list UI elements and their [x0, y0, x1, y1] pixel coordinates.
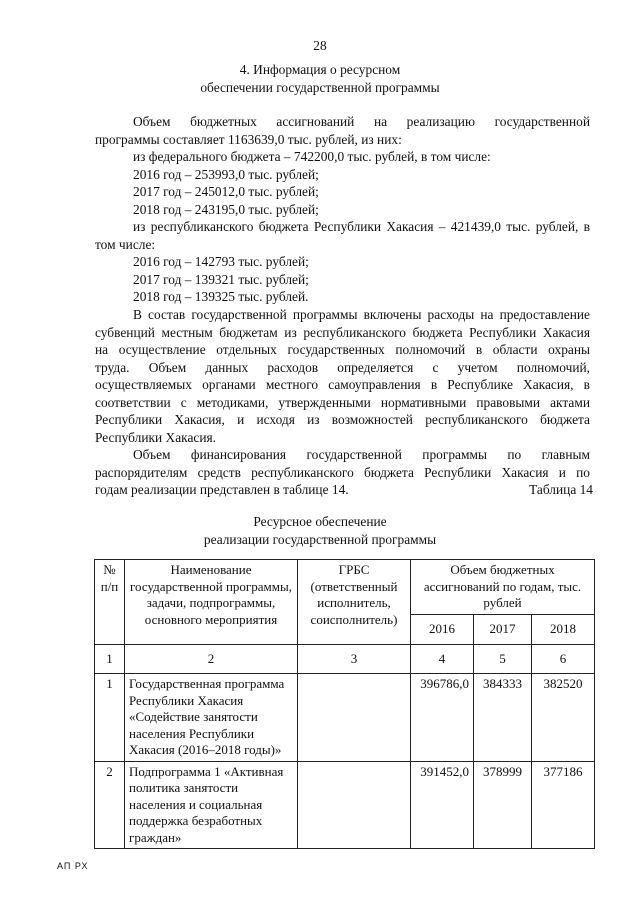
table-colnum-row [95, 644, 595, 674]
header-year-2016: 2016 [411, 615, 474, 645]
header-grbs: ГРБС (ответственный исполнитель, соисполнитель) [298, 560, 411, 645]
row-num: 1 [95, 674, 125, 762]
financing-line: годам реализации представлен в таблице 14. [95, 482, 349, 497]
page-number: 28 [313, 38, 327, 53]
footer-mark: АП РХ [57, 861, 89, 871]
subventions-line: В состав государственной программы включены расходы на предоставление [133, 307, 590, 322]
republic-year-2018: 2018 год – 139325 тыс. рублей. [133, 289, 309, 304]
republic-year-2017: 2017 год – 139321 тыс. рублей; [133, 271, 309, 287]
federal-block [133, 148, 593, 218]
header-num: № п/п [95, 560, 125, 645]
intro-line1: Объем бюджетных ассигнований на реализацию государственной [133, 114, 590, 129]
section-title-line2: обеспечении государственной программы [200, 79, 440, 95]
intro-paragraph [95, 113, 590, 148]
intro-line2: программы составляет 1163639,0 тыс. рублей, из них: [95, 131, 402, 147]
header-year-2017: 2017 [474, 615, 532, 645]
republic-heading-line2: том числе: [95, 236, 156, 252]
subventions-line: труда. Объем данных расходов определяется с учетом полномочий, [95, 359, 590, 375]
row-name: Государственная программа Республики Хакасия «Содействие занятости населения Республики Хакасия (2016–2018 годы)» [125, 674, 298, 762]
row-value-2017: 384333 [474, 674, 532, 762]
table-title [0, 513, 640, 548]
row-value-2018: 377186 [532, 761, 595, 849]
colnum-cell: 4 [411, 644, 474, 674]
row-value-2016: 396786,0 [411, 674, 474, 762]
subventions-line: соответствии с методиками, утвержденными нормативными правовыми актами [95, 394, 590, 410]
table-title-line1: Ресурсное обеспечение [253, 514, 387, 529]
federal-year-2016: 2016 год – 253993,0 тыс. рублей; [133, 166, 319, 182]
header-name: Наименование государственной программы, задачи, подпрограммы, основного мероприятия [125, 560, 298, 645]
section-title-line1: 4. Информация о ресурсном [239, 62, 401, 77]
colnum-cell: 3 [298, 644, 411, 674]
row-value-2018: 382520 [532, 674, 595, 762]
republic-heading-line1: из республиканского бюджета Республики Хакасия – 421439,0 тыс. рублей, в [133, 219, 590, 234]
table-caption: Таблица 14 [529, 482, 593, 497]
federal-heading: из федерального бюджета – 742200,0 тыс. рублей, в том числе: [133, 149, 491, 164]
federal-year-2018: 2018 год – 243195,0 тыс. рублей; [133, 201, 319, 217]
row-value-2017: 378999 [474, 761, 532, 849]
row-value-2016: 391452,0 [411, 761, 474, 849]
federal-year-2017: 2017 год – 245012,0 тыс. рублей; [133, 184, 319, 199]
financing-line: Объем финансирования государственной программы по главным [133, 447, 590, 462]
subventions-line: Республики Хакасия, и исходя из возможностей республиканского бюджета [95, 412, 590, 427]
resource-table [94, 559, 595, 849]
subventions-line: Республики Хакасия. [95, 429, 216, 445]
table-row [95, 674, 595, 762]
colnum-cell: 2 [125, 644, 298, 674]
colnum-cell: 6 [532, 644, 595, 674]
table-header-row [95, 560, 595, 615]
subventions-line: осуществляемых органами местного самоуправления в Республике Хакасия, в [95, 377, 590, 392]
header-year-2018: 2018 [532, 615, 595, 645]
republic-year-2016: 2016 год – 142793 тыс. рублей; [133, 254, 309, 269]
table-row [95, 761, 595, 849]
section-title [0, 61, 640, 96]
row-name: Подпрограмма 1 «Активная политика занятости населения и социальная поддержка безработных граждан» [125, 761, 298, 849]
row-grbs [298, 674, 411, 762]
republic-heading [95, 218, 590, 253]
subventions-paragraph [95, 306, 590, 446]
row-num: 2 [95, 761, 125, 849]
table-title-line2: реализации государственной программы [203, 531, 437, 547]
subventions-line: на осуществление отдельных государственных полномочий в области охраны [95, 342, 590, 357]
header-budget: Объем бюджетных ассигнований по годам, тыс. рублей [411, 560, 595, 615]
financing-line: распорядителям средств республиканского бюджета Республики Хакасия и по [95, 464, 590, 480]
republic-years [133, 253, 593, 306]
financing-paragraph [95, 446, 590, 499]
colnum-cell: 5 [474, 644, 532, 674]
row-grbs [298, 761, 411, 849]
subventions-line: субвенций местным бюджетам из республиканского бюджета Республики Хакасия [95, 324, 590, 340]
colnum-cell: 1 [95, 644, 125, 674]
